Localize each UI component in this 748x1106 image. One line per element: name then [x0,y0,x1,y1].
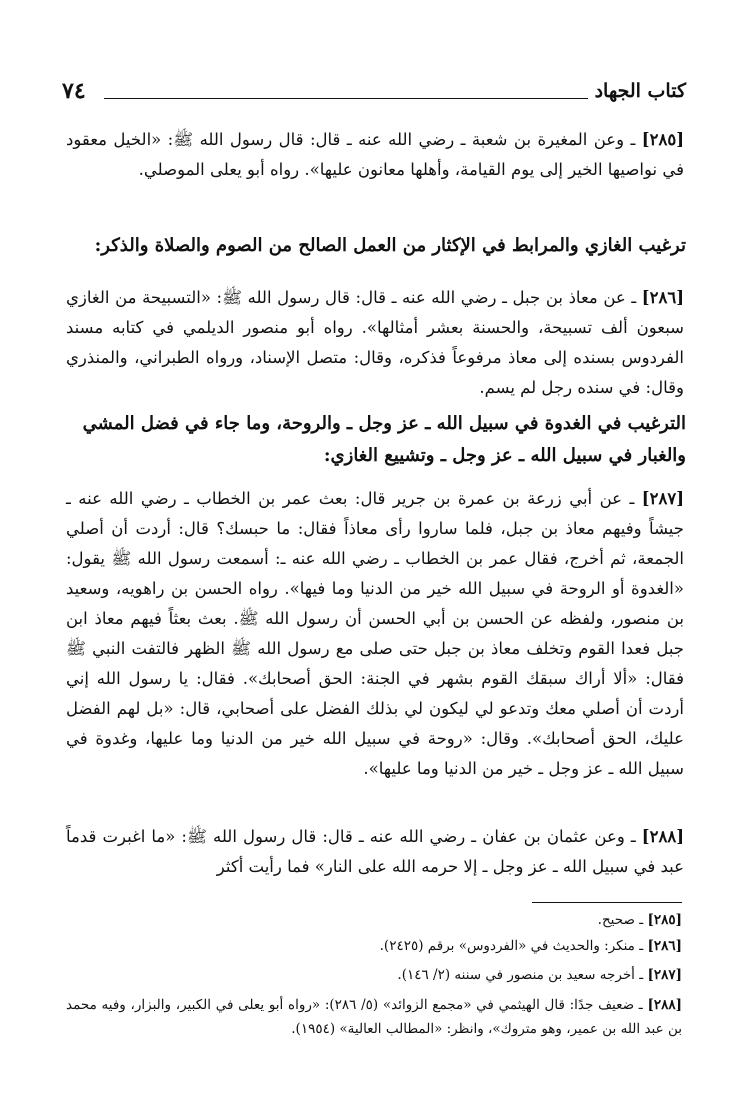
hadith-287 [66,484,684,784]
hadith-text: ـ وعن المغيرة بن شعبة ـ رضي الله عنه ـ قال: قال رسول الله ﷺ: «الخيل معقود في نواصيها الخير إلى يوم القيامة، وأهلها معانون عليها». رواه أبو يعلى الموصلي. [66,130,684,179]
footnote-number: [٢٨٦] [647,938,682,954]
hadith-285 [66,125,684,185]
hadith-text: ـ عن معاذ بن جبل ـ رضي الله عنه ـ قال: قال رسول الله ﷺ: «التسبيحة من الغازي سبعون ألف تسبيحة، والحسنة بعشر أمثالها». رواه أبو منصور الديلمي في كتابه مسند الفردوس بسنده إلى معاذ مرفوعاً فذكره، وقال: متصل الإسناد، ورواه الطبراني، والمنذري وقال: في سنده رجل لم يسم. [66,288,684,397]
hadith-text: ـ عن أبي زرعة بن عمرة بن جرير قال: بعث عمر بن الخطاب ـ رضي الله عنه ـ جيشاً وفيهم معاذ بن جبل، فلما ساروا رأى معاذاً فقال: ما حبسك؟ قال: أردت أن أصلي الجمعة، ثم أخرج، فقال عمر بن الخطاب ـ رضي الله عنه ـ: أسمعت رسول الله ﷺ يقول: «الغدوة أو الروحة في سبيل الله خير من الدنيا وما فيها». رواه الحسن بن راهويه، وسعيد بن منصور، ولفظه عن الحسن بن أبي الحسن أن رسول الله ﷺ. بعث بعثاً فيهم معاذ ابن جبل فعدا القوم وتخلف معاذ بن جبل حتى صلى مع رسول الله ﷺ الظهر فالتفت النبي ﷺ فقال: «ألا أراك سبقك القوم بشهر في الجنة: الحق أصحابك». فقال: يا رسول الله إني أردت أن أصلي معك وتدعو لي ليكون لي بذلك الفضل على أصحابي، قال: «بل لهم الفضل عليك، الحق أصحابك». وقال: «روحة في سبيل الله خير من الدنيا وما عليها، وغدوة في سبيل الله ـ عز وجل ـ خير من الدنيا وما عليها». [66,489,684,778]
footnote-text: ـ ضعيف جدًا: قال الهيثمي في «مجمع الزوائد» (٥/ ٢٨٦): «رواه أبو يعلى في الكبير، والبزار، وفيه محمد بن عبد الله بن عمير، وهو متروك»، وانظر: «المطالب العالية» (١٩٥٤). [66,997,682,1037]
page-number: ٧٤ [62,78,86,104]
footnote-rule [532,902,682,903]
footnote-286 [66,934,682,958]
page-header [62,80,686,110]
section-heading-1: ترغيب الغازي والمرابط في الإكثار من العمل الصالح من الصوم والصلاة والذكر: [94,235,686,256]
hadith-286 [66,283,684,403]
hadith-number: [٢٨٦] [641,288,684,307]
footnote-number: [٢٨٧] [647,967,682,983]
footnote-text: ـ صحيح. [597,912,648,928]
footnote-number: [٢٨٨] [647,997,682,1013]
header-rule [104,98,588,99]
footnote-287 [66,963,682,987]
footnote-text: ـ أخرجه سعيد بن منصور في سننه (٢/ ١٤٦). [397,967,648,983]
footnote-288 [66,993,682,1041]
hadith-number: [٢٨٧] [641,489,684,508]
hadith-number: [٢٨٥] [641,130,684,149]
footnote-text: ـ منكر: والحديث في «الفردوس» برقم (٢٤٢٥). [379,938,648,954]
book-title: كتاب الجهاد [594,80,686,102]
hadith-number: [٢٨٨] [641,827,684,846]
footnote-number: [٢٨٥] [647,912,682,928]
footnote-285 [66,908,682,932]
hadith-text: ـ وعن عثمان بن عفان ـ رضي الله عنه ـ قال: قال رسول الله ﷺ: «ما اغبرت قدماً عبد في سبيل الله ـ عز وجل ـ إلا حرمه الله على النار» فما رأيت أكثر [66,827,684,876]
section-heading-2: الترغيب في الغدوة في سبيل الله ـ عز وجل ـ والروحة، وما جاء في فضل المشي والغبار في سبيل الله ـ عز وجل ـ وتشييع الغازي: [82,413,686,466]
hadith-288 [66,822,684,882]
